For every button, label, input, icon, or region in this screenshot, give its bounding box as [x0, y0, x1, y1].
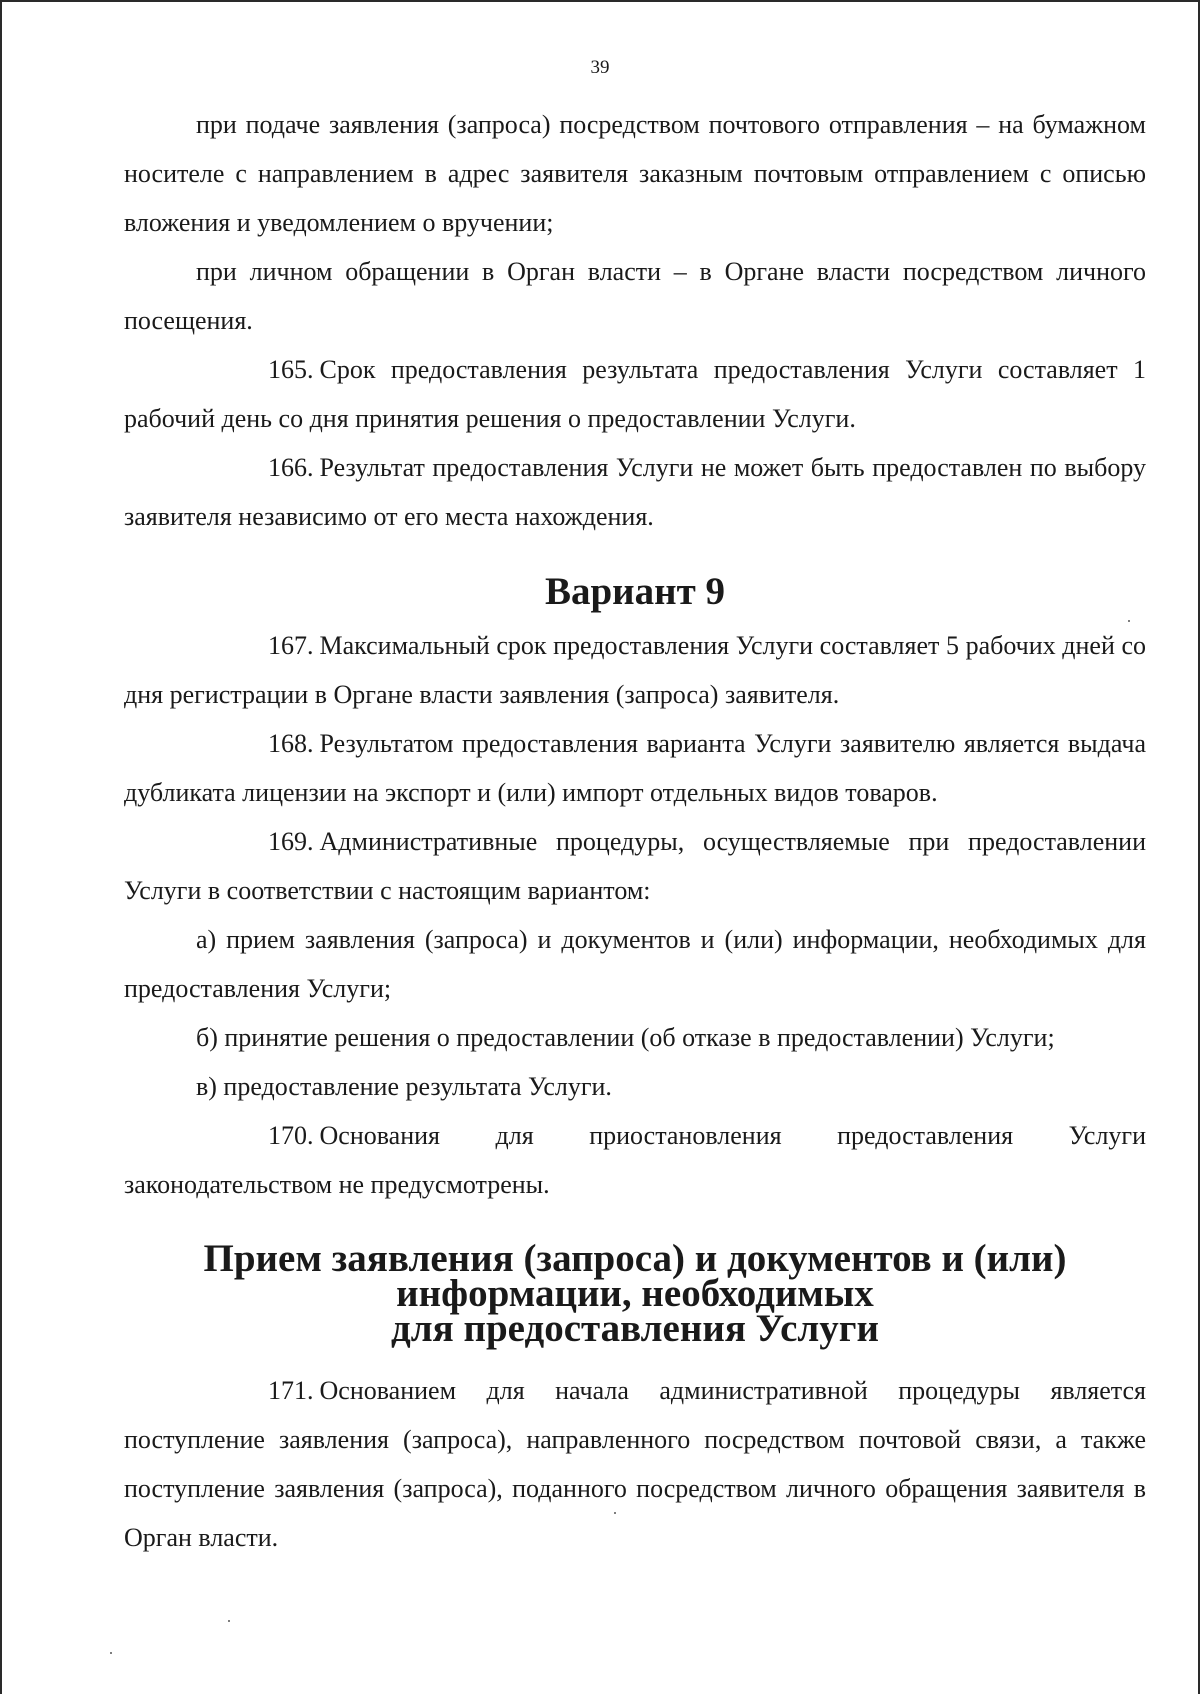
paragraph-167	[124, 621, 1146, 719]
document-body	[124, 100, 1146, 1562]
paragraph-170	[124, 1111, 1146, 1209]
paragraph-168	[124, 719, 1146, 817]
paragraph-number: 165.	[268, 355, 314, 384]
paragraph-number: 171.	[268, 1376, 314, 1405]
paragraph-165	[124, 345, 1146, 443]
scan-edge-top	[0, 0, 1200, 2]
paragraph-169	[124, 817, 1146, 915]
scan-speck	[614, 1512, 616, 1514]
paragraph-postal-delivery: при подаче заявления (запроса) посредством почтового отправления – на бумажном носителе с направлением в адрес заявителя заказным почтовым отправлением с описью вложения и уведомлением о вручении;	[124, 110, 1146, 237]
paragraph-166	[124, 443, 1146, 541]
list-item-a: а) прием заявления (запроса) и документов и (или) информации, необходимых для предоставления Услуги;	[124, 925, 1146, 1003]
paragraph-text: Срок предоставления результата предоставления Услуги составляет 1 рабочий день со дня принятия решения о предоставлении Услуги.	[124, 355, 1146, 433]
page-number: 39	[590, 57, 610, 78]
scan-speck	[1128, 620, 1130, 622]
paragraph-number: 170.	[268, 1121, 314, 1150]
paragraph-171	[124, 1366, 1146, 1562]
paragraph-number: 169.	[268, 827, 314, 856]
paragraph-text: Административные процедуры, осуществляемые при предоставлении Услуги в соответствии с настоящим вариантом:	[124, 827, 1146, 905]
paragraph-text: Максимальный срок предоставления Услуги составляет 5 рабочих дней со дня регистрации в Органе власти заявления (запроса) заявителя.	[124, 631, 1146, 709]
paragraph-text: Основанием для начала административной процедуры является поступление заявления (запроса), направленного посредством почтовой связи, а также поступление заявления (запроса), поданного посредством личного обращения заявителя в Орган власти.	[124, 1376, 1146, 1552]
paragraph-number: 166.	[268, 453, 314, 482]
paragraph-personal-visit: при личном обращении в Орган власти – в Органе власти посредством личного посещения.	[124, 257, 1146, 335]
variant-heading: Вариант 9	[544, 570, 726, 613]
list-item-b: б) принятие решения о предоставлении (об отказе в предоставлении) Услуги;	[196, 1023, 1055, 1052]
paragraph-number: 167.	[268, 631, 314, 660]
paragraph-number: 168.	[268, 729, 314, 758]
section-heading	[124, 1237, 1146, 1350]
scan-speck	[110, 1652, 112, 1654]
paragraph-text: Основания для приостановления предоставления Услуги законодательством не предусмотрены.	[124, 1121, 1146, 1199]
list-item-c: в) предоставление результата Услуги.	[196, 1072, 612, 1101]
scan-speck	[228, 1620, 230, 1622]
section-heading-line-2: для предоставления Услуги	[391, 1307, 879, 1350]
section-heading-line-1: Прием заявления (запроса) и документов и (или) информации, необходимых	[203, 1237, 1067, 1315]
paragraph-text: Результат предоставления Услуги не может быть предоставлен по выбору заявителя независимо от его места нахождения.	[124, 453, 1146, 531]
paragraph-text: Результатом предоставления варианта Услуги заявителю является выдача дубликата лицензии на экспорт и (или) импорт отдельных видов товаров.	[124, 729, 1146, 807]
scan-edge-left	[0, 0, 2, 1694]
